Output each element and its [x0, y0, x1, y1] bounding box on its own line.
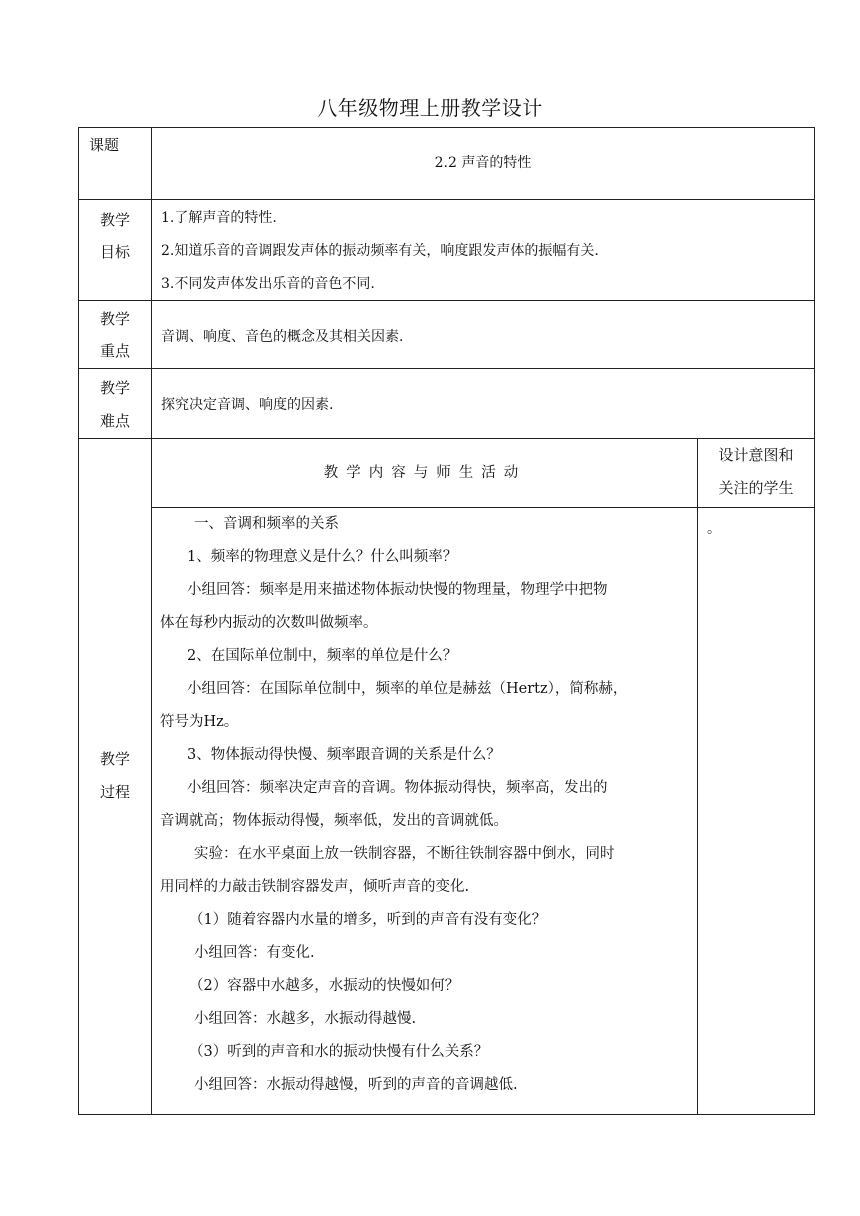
process-line: （2）容器中水越多，水振动的快慢如何？	[189, 978, 460, 994]
difficulties-label-line2: 难点	[99, 412, 130, 430]
process-design-header-line2: 关注的学生	[718, 479, 794, 497]
table-divider	[79, 368, 814, 369]
process-label-line1: 教学	[99, 750, 130, 768]
process-line: 一、音调和频率的关系	[194, 516, 339, 532]
objective-item: 3.不同发声体发出乐音的音色不同.	[161, 276, 375, 292]
process-design-header-line1: 设计意图和	[718, 446, 794, 464]
process-line: 用同样的力敲击铁制容器发声，倾听声音的变化.	[160, 879, 470, 895]
topic-label: 课题	[89, 136, 120, 154]
table-divider	[697, 438, 698, 1114]
table-divider	[79, 199, 814, 200]
process-line: 小组回答：频率是用来描述物体振动快慢的物理量，物理学中把物	[187, 582, 608, 598]
objective-item: 2.知道乐音的音调跟发声体的振动频率有关，响度跟发声体的振幅有关.	[161, 243, 599, 259]
process-line: 小组回答：有变化.	[194, 945, 315, 961]
key-points-label-line1: 教学	[99, 310, 130, 328]
process-label-line2: 过程	[99, 783, 130, 801]
process-line: 小组回答：水振动得越慢，听到的声音的音调越低.	[194, 1077, 518, 1093]
process-line: 符号为Hz。	[160, 714, 239, 730]
difficulties-value: 探究决定音调、响度的因素.	[161, 397, 334, 413]
objectives-label-line2: 目标	[99, 243, 130, 261]
objective-item: 1.了解声音的特性.	[161, 210, 277, 226]
process-line: （1）随着容器内水量的增多，听到的声音有没有变化？	[189, 912, 547, 928]
process-line: 小组回答：在国际单位制中，频率的单位是赫兹（Hertz），简称赫，	[187, 681, 628, 697]
process-line: 2、在国际单位制中，频率的单位是什么？	[187, 648, 458, 664]
objectives-label-line1: 教学	[99, 211, 130, 229]
process-line: 1、频率的物理意义是什么？什么叫频率？	[187, 549, 458, 565]
difficulties-label-line1: 教学	[99, 379, 130, 397]
process-line: 小组回答：频率决定声音的音调。物体振动得快，频率高，发出的	[187, 780, 608, 796]
process-design-note: 。	[707, 521, 721, 537]
process-line: 体在每秒内振动的次数叫做频率。	[160, 615, 378, 631]
process-line: （3）听到的声音和水的振动快慢有什么关系？	[189, 1044, 489, 1060]
key-points-value: 音调、响度、音色的概念及其相关因素.	[161, 329, 404, 345]
page-title: 八年级物理上册教学设计	[317, 96, 543, 120]
process-content-header: 教学内容与师生活动	[323, 465, 527, 481]
process-line: 小组回答：水越多，水振动得越慢.	[194, 1011, 417, 1027]
topic-value: 2.2 声音的特性	[434, 155, 532, 171]
lesson-plan-table	[78, 127, 815, 1115]
process-line: 音调就高；物体振动得慢，频率低，发出的音调就低。	[160, 813, 508, 829]
key-points-label-line2: 重点	[99, 342, 130, 360]
process-line: 3、物体振动得快慢、频率跟音调的关系是什么？	[187, 747, 501, 763]
table-divider	[151, 128, 152, 1114]
process-line: 实验：在水平桌面上放一铁制容器，不断往铁制容器中倒水，同时	[194, 846, 615, 862]
